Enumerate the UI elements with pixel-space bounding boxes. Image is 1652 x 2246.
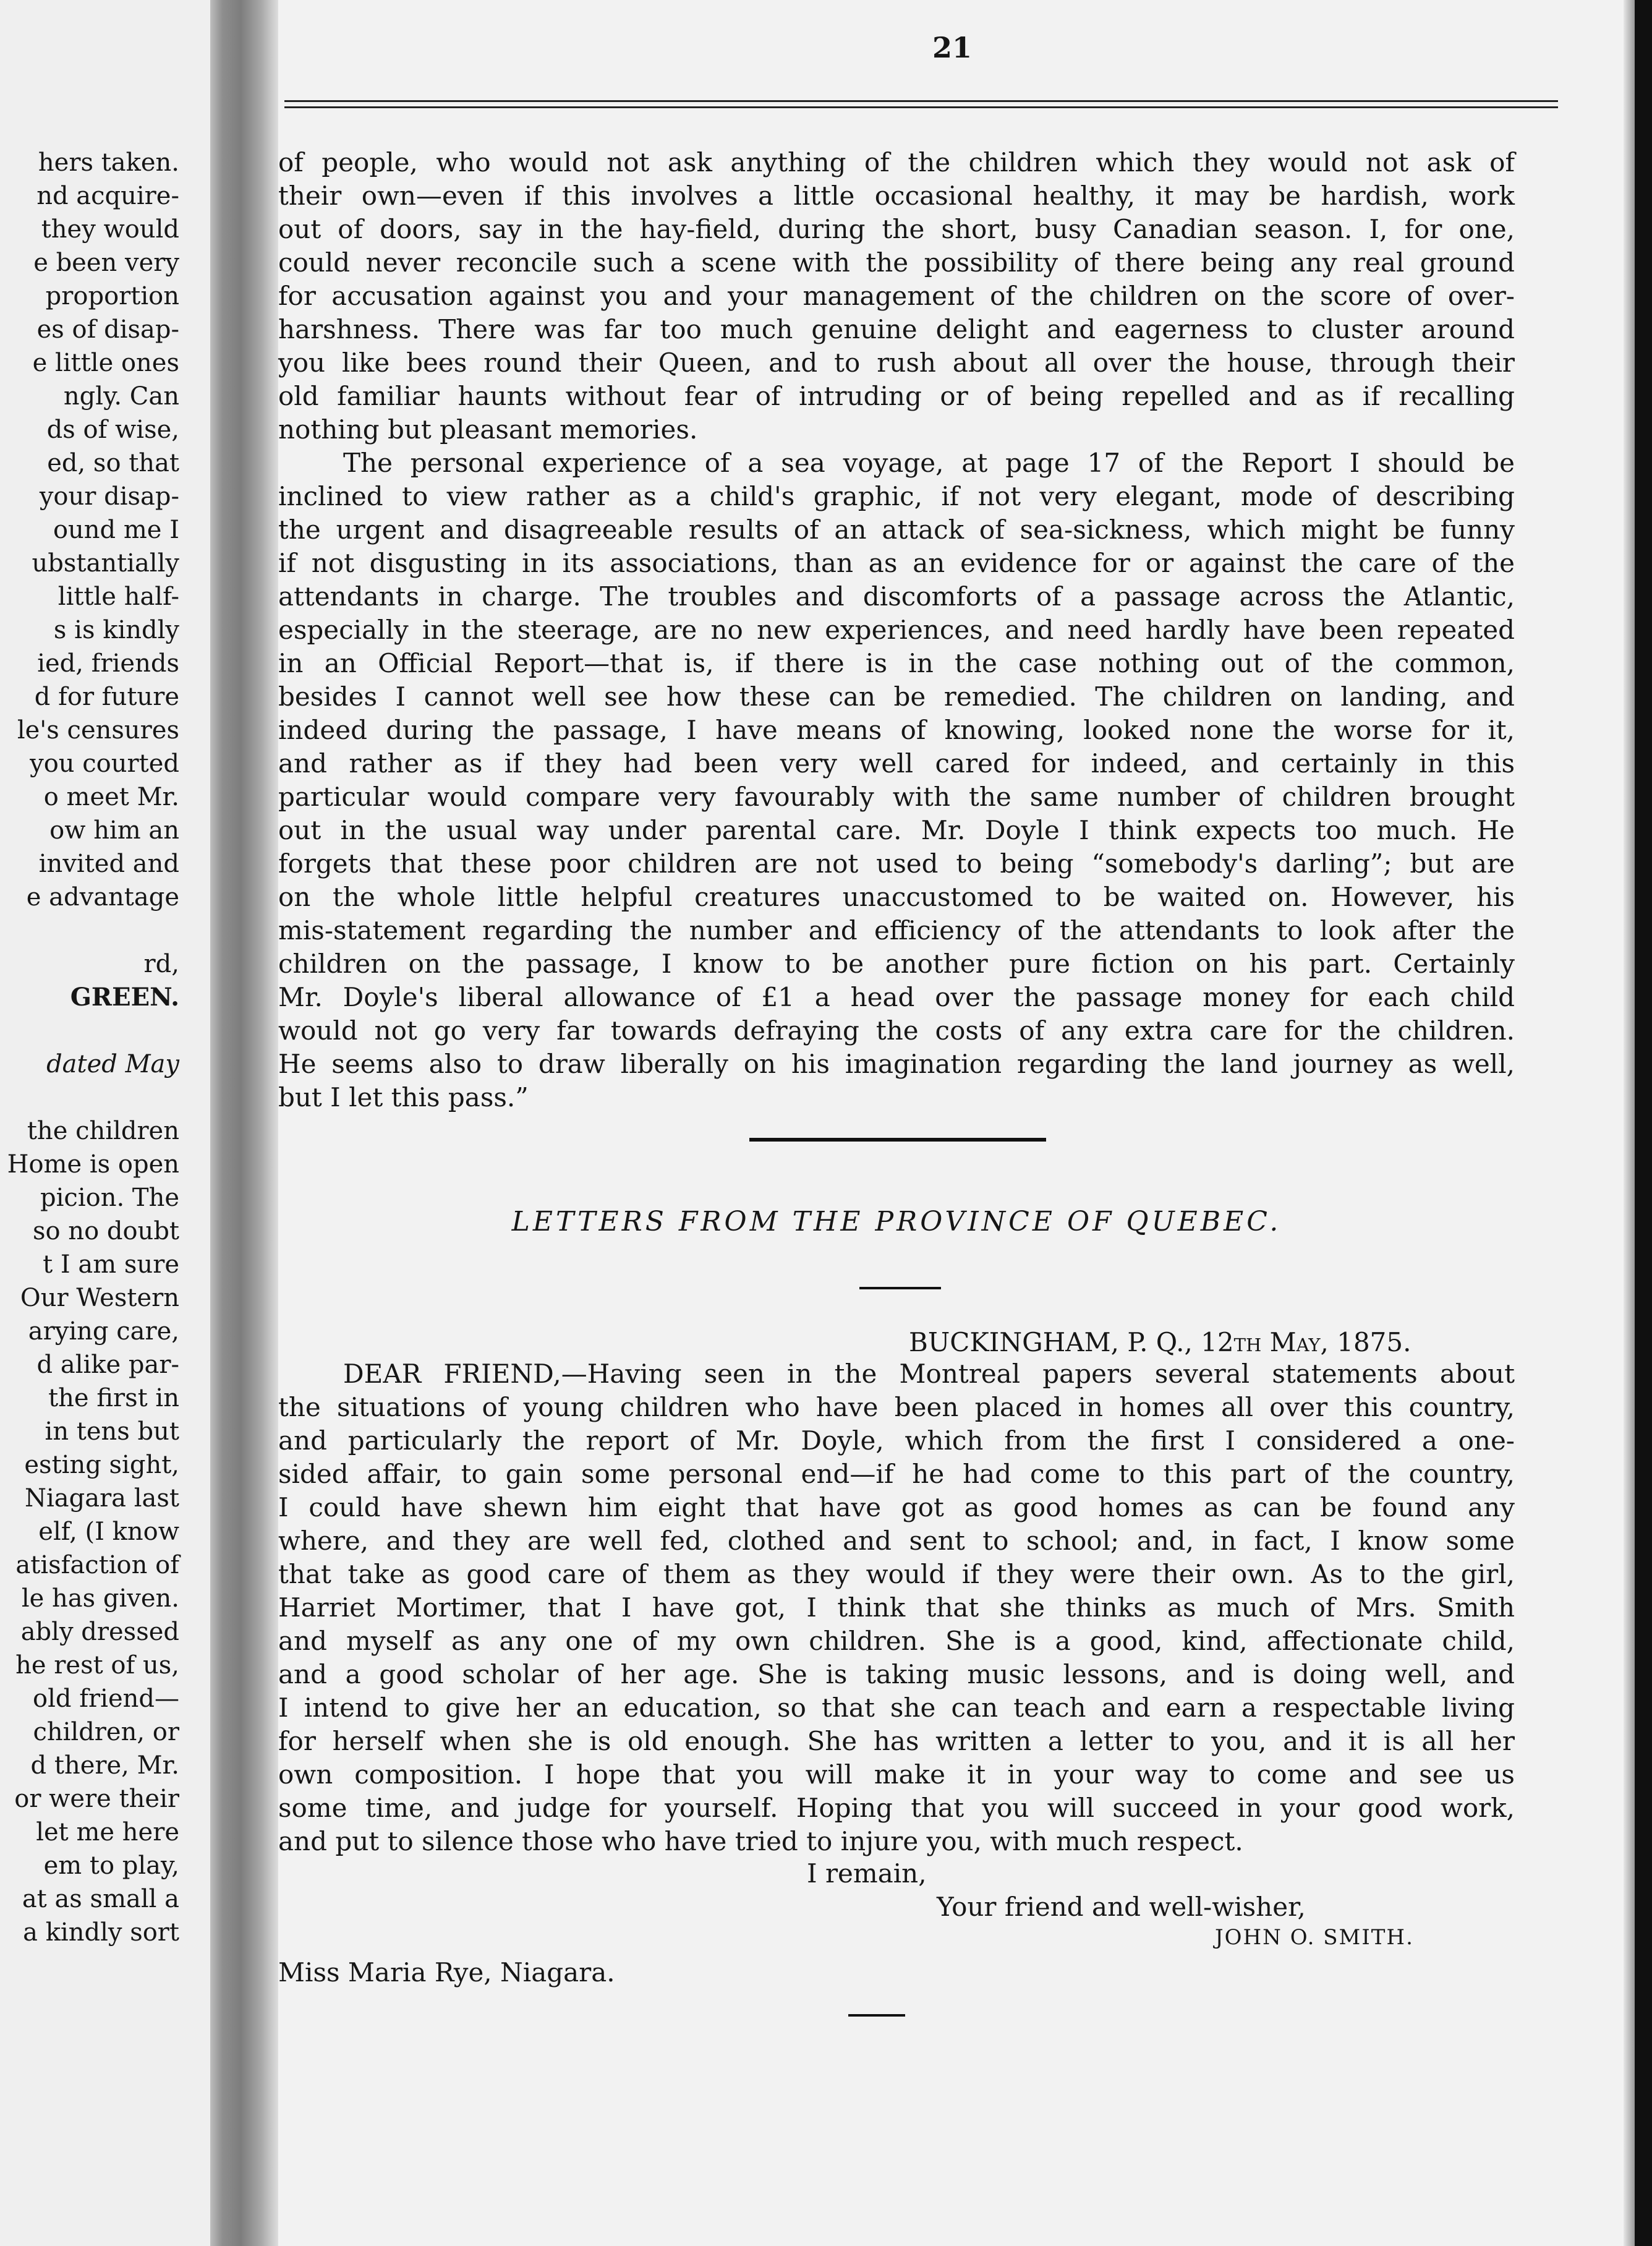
letter-salutation: Your friend and well-wisher, [937,1892,1306,1922]
left-fragment-line: arying care, [28,1317,179,1346]
left-fragment-line: t I am sure [43,1250,179,1279]
text-line: attendants in charge. The troubles and discomforts of a passage across the Atlantic, [278,581,1515,612]
left-fragment-line: ow him an [49,816,179,845]
left-fragment-line: ubstantially [32,549,179,578]
left-fragment-line: e been very [33,249,179,277]
left-fragment-line: esting sight, [24,1451,179,1479]
left-fragment-line: at as small a [22,1885,179,1913]
left-fragment-line: atisfaction of [15,1551,179,1579]
left-fragment-line: ds of wise, [46,416,179,444]
left-fragment-line: proportion [45,282,179,310]
continuation-paragraph [278,146,1515,446]
left-fragment-line: d for future [34,683,179,711]
left-fragment-line: in tens but [45,1417,179,1446]
left-fragment-line: d there, Mr. [30,1751,179,1780]
letter-closing: I remain, [807,1858,927,1889]
left-fragment-line: rd, [143,950,179,978]
text-line: I could have shewn him eight that have got as good homes as can be found any [278,1492,1515,1522]
left-fragment-line: Niagara last [24,1484,179,1513]
page-number: 21 [932,31,972,64]
section-divider [749,1138,1046,1142]
left-fragment-line: they would [41,215,179,244]
text-line: out in the usual way under parental care. Mr. Doyle I think expects too much. He [278,815,1515,845]
left-fragment-line: he rest of us, [15,1651,179,1680]
left-fragment-line: o meet Mr. [43,783,179,811]
text-line: and myself as any one of my own children. She is a good, kind, affectionate child, [278,1626,1515,1656]
text-line: I intend to give her an education, so that she can teach and earn a respectable living [278,1693,1515,1723]
text-line: could never reconcile such a scene with the possibility of there being any real ground [278,247,1515,278]
left-fragment-line: Our Western [20,1284,179,1312]
left-fragment-line: a kindly sort [23,1918,179,1947]
text-line: the situations of young children who have been placed in homes all over this country, [278,1392,1515,1422]
left-fragment-line: ngly. Can [63,382,179,411]
left-fragment-line: ed, so that [47,449,179,477]
text-line: Harriet Mortimer, that I have got, I think that she thinks as much of Mrs. Smith [278,1592,1515,1623]
text-line: indeed during the passage, I have means of knowing, looked none the worse for it, [278,715,1515,745]
left-fragment-line: e advantage [26,883,179,912]
left-fragment-line: hers taken. [38,148,179,177]
left-page-fragment [0,0,210,2246]
text-line: you like bees round their Queen, and to rush about all over the house, through their [278,348,1515,378]
text-line: and put to silence those who have tried to injure you, with much respect. [278,1826,1243,1856]
left-fragment-line: you courted [30,749,179,778]
left-fragment-line: ound me I [53,516,179,544]
left-fragment-line: Home is open [7,1150,179,1179]
text-line: out of doors, say in the hay-field, during the short, busy Canadian season. I, for one, [278,214,1515,244]
book-gutter [210,0,278,2246]
text-line: forgets that these poor children are not used to being “somebody's darling”; but are [278,848,1515,879]
text-line: own composition. I hope that you will make it in your way to come and see us [278,1759,1515,1790]
text-line: harshness. There was far too much genuine delight and eagerness to cluster around [278,314,1515,344]
left-fragment-line: GREEN. [70,983,179,1012]
end-divider [848,2014,905,2017]
left-fragment-line: nd acquire- [36,182,179,210]
text-line: and particularly the report of Mr. Doyle, which from the first I considered a one- [278,1425,1515,1456]
header-rule [284,100,1558,108]
text-line: and rather as if they had been very well cared for indeed, and certainly in this [278,748,1515,779]
letter-body [278,1357,1515,1858]
text-line: if not disgusting in its associations, than as an evidence for or against the care of the [278,548,1515,578]
left-fragment-line: children, or [33,1718,179,1746]
title-divider [859,1287,941,1289]
letter-addressee: Miss Maria Rye, Niagara. [278,1957,615,1988]
text-line: in an Official Report—that is, if there is in the case nothing out of the common, [278,648,1515,678]
text-line: that take as good care of them as they would if they were their own. As to the girl, [278,1559,1515,1589]
text-line: for accusation against you and your management of the children on the score of over- [278,281,1515,311]
scan-border [1635,0,1652,2246]
left-fragment-line: your disap- [39,482,179,511]
text-line: nothing but pleasant memories. [278,414,698,445]
text-line: of people, who would not ask anything of the children which they would not ask of [278,147,1515,177]
left-fragment-line: let me here [36,1818,179,1847]
left-fragment-line: em to play, [43,1851,179,1880]
sea-voyage-paragraph [278,446,1515,1114]
left-fragment-line: the first in [48,1384,179,1412]
left-fragment-line: s is kindly [53,616,179,644]
text-line: would not go very far towards defraying the costs of any extra care for the children. [278,1015,1515,1046]
text-line: some time, and judge for yourself. Hoping that you will succeed in your good work, [278,1793,1515,1823]
left-fragment-line: dated May [46,1050,179,1078]
text-line: and a good scholar of her age. She is taking music lessons, and is doing well, and [278,1659,1515,1689]
left-fragment-line: elf, (I know [38,1518,179,1546]
text-line: DEAR FRIEND,—Having seen in the Montreal papers several statements about [343,1359,1515,1389]
text-line: sided affair, to gain some personal end—if he had come to this part of the country, [278,1459,1515,1489]
main-page [278,0,1626,2246]
left-fragment-line: picion. The [40,1184,179,1212]
text-line: particular would compare very favourably with the same number of children brought [278,782,1515,812]
text-line: the urgent and disagreeable results of an attack of sea-sickness, which might be funny [278,515,1515,545]
text-line: The personal experience of a sea voyage, at page 17 of the Report I should be [343,448,1515,478]
text-line: where, and they are well fed, clothed and sent to school; and, in fact, I know some [278,1526,1515,1556]
left-fragment-line: ied, friends [37,649,179,678]
text-line: mis-statement regarding the number and efficiency of the attendants to look after the [278,915,1515,946]
text-line: on the whole little helpful creatures unaccustomed to be waited on. However, his [278,882,1515,912]
text-line: He seems also to draw liberally on his imagination regarding the land journey as well, [278,1049,1515,1079]
text-line: for herself when she is old enough. She has written a letter to you, and it is all her [278,1726,1515,1756]
text-line: besides I cannot well see how these can be remedied. The children on landing, and [278,681,1515,712]
left-fragment-line: es of disap- [36,315,179,344]
text-line: especially in the steerage, are no new experiences, and need hardly have been repeated [278,615,1515,645]
text-line: Mr. Doyle's liberal allowance of £1 a head over the passage money for each child [278,982,1515,1012]
left-fragment-line: little half- [57,583,179,611]
left-fragment-line: the children [27,1117,179,1145]
left-fragment-line: invited and [38,850,179,878]
left-fragment-line: or were their [14,1785,179,1813]
left-fragment-line: d alike par- [36,1351,179,1379]
left-fragment-line: old friend— [33,1684,179,1713]
text-line: inclined to view rather as a child's graphic, if not very elegant, mode of describing [278,481,1515,511]
left-fragment-line: le's censures [17,716,179,745]
text-line: their own—even if this involves a little occasional healthy, it may be hardish, work [278,181,1515,211]
letter-dateline: BUCKINGHAM, P. Q., 12th May, 1875. [909,1327,1411,1357]
text-line: old familiar haunts without fear of intruding or of being repelled and as if recalling [278,381,1515,411]
letter-signature: JOHN O. SMITH. [1215,1925,1414,1950]
left-fragment-line: e little ones [32,349,179,377]
left-fragment-line: so no doubt [32,1217,179,1245]
text-line: children on the passage, I know to be another pure fiction on his part. Certainly [278,949,1515,979]
left-fragment-line: le has given. [21,1584,179,1613]
text-line: but I let this pass.” [278,1082,529,1112]
left-fragment-line: ably dressed [20,1618,179,1646]
section-title: LETTERS FROM THE PROVINCE OF QUEBEC. [511,1206,1282,1237]
